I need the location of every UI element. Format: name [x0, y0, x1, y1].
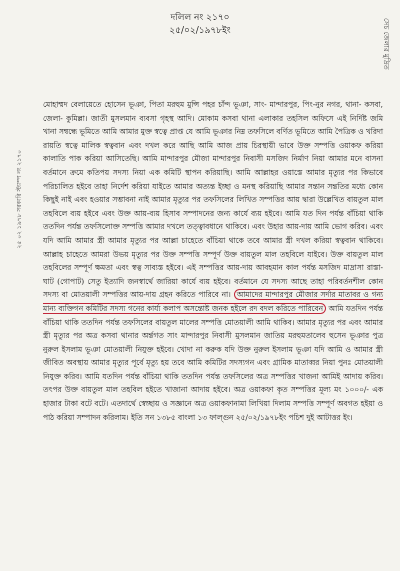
deed-text-end: আমি যতদিন পর্যন্ত বাঁচিয়া থাকি ততদিন পর্যন্ত তফসিলের বায়তুল মালের সম্পত্তি মোতয়ালী আমি থাকিব। আমার মৃত্যুর পর এবং আমার স্ত্রী মৃত্যুর পর অত্র কসবা থানার অর্ন্তগত সাং মান্দারপুর নিবাসী মুসলমান জাতিয় মরহুমতালেব হুসেন ভূঞার পুত্র নুরুল ইসলাম ভূঞা মোতয়ালী নিযুক্ত হইবে। খোদা না করুক যদি উক্ত নুরুল ইসলাম ভূঞা যদি আমি ও আমার স্ত্রী জীবিত অবস্থায় আমার মৃত্যুর পূর্বে মৃত্যু হয় তবে আমি কমিটির সদস্যগন এবং গ্রামিক মাতাব্বর নিয়া পুনঃ মোতয়ালী নিযুক্ত করিব। আমি যতদিন পর্যন্ত বাঁচিয়া থাকি ততদিন পর্যন্ত তফসিলের অত্র সম্পত্তির খাজনা আমিই আদায় করিব। তৎপর উক্ত বায়তুল মাল তহবিল হইতে খাজানা আদায় হইবে। অত্র ওয়াকফা কৃত সম্পত্তির মূল্য মং ১০০০/- এক হাজার টাকা বটে বটে। এতদার্থে স্বেচ্ছায় ও সজ্ঞানে অত্র ওয়াকফানামা লিখিয়া দিলাম সম্পত্তি সম্পূর্ণ অবগত হইয়া ও পাঠ করিয়া সম্পাদন করিলাম। ইতি সন ১৩৮৫ বাংলা ১৩ ফাল্গুন ২৫/০২/১৯৭৮ইং পচিশ দুই আটাত্তর ইং।	[43, 303, 383, 422]
right-vertical-mark: সেচ জেলার মুদ্রিত	[382, 18, 390, 70]
deed-paragraph	[43, 98, 383, 424]
deed-number: দলিল নং ২১৭০	[170, 13, 230, 23]
deed-text: মোহাম্মদ বেলায়েতে হোসেন ভূঞা, পিতা মরহুম মুন্সি পহর চাঁন্দ ভূঞা, সাং- মান্দারপুর, পিং-নুর নগর, থানা- কসবা, জেলা- কুমিল্লা। জাতী মুসলমান ব্যবসা গৃহস্থ আদি। মোকাম কসবা থানা এলাকার তহসিল অফিসে এই নির্দিষ্ট জমি খানা সম্বন্ধে ভূমিতে আমি আমার মুক্ত স্বত্বে প্রাপ্ত যে আমি ভূঞার নিম্ন তফসিলে বর্ণিত ভূমিতে আমি পৈত্রিক ও খরিদা রায়তি স্বত্বে মালিক স্বত্ববান এবং দখল করে আছি আমি আজ প্রায় চিরস্থায়ী ভাবে উক্ত সম্পত্তি ওয়াকফ করিয়া কালাতি পাক করিয়া আসিতেছি। আমি মান্দারপুর মৌজা মান্দারপুর নিবাসী মসজিদ নির্মাণ নিয়া আমার মনে বাসনা বর্তমানে ক্রমে কতিপয় সদস্য নিয়া এক কমিটি স্থাপন করিয়াছি। আমি আল্লাহর ওয়াস্তে আমার মৃত্যুর পর কিভাবে পরিচালিত হইবে তাহা নির্দেশ করিয়া যাইতে আমার অত্যন্ত ইচ্ছা ও মনস্থ করিয়াছি আমার সন্তান সন্ততির মধ্যে কোন কিছুই নাই এবং হওয়ার সম্ভাবনা নাই আমার মৃত্যুর পর তফসিলের লিখিত সম্পত্তির আয় দ্বারা উল্লেখিত বায়তুল মাল তহবিলে ব্যয় হইবে এবং উক্ত আয়-ব্যয় হিসাব সম্পাদনের জন্য কার্যে ব্যয় হইবে। আমি যত দিন পর্যন্ত বাঁচিয়া থাকি ততদিন পর্যন্ত তফসিলোক্ত সম্পত্তি আমার দখলে তত্ত্বাবধানে থাকিবে। এবং উহার আয়-দায় আমি ভোগ করিব। এবং যদি আমি আমার স্ত্রী আমার মৃত্যুর পর আল্লা চাহেতে বাঁচিয়া থাকে তবে আমার স্ত্রী দখল করিয়া স্বত্ববান থাকিবে। আল্লাহ চাহেতে আমরা উভয় মৃত্যুর পর উক্ত সম্পত্তি সম্পূর্ণ উক্ত বায়তুল মাল তহবিলে যাইবে। উক্ত বায়তুল মাল তহবিলের সম্পূর্ণ ক্ষমতা এবং স্বত্ব সাব্যস্ত হইবে। এই সম্পত্তির আয়-দায় আবহমান কাল পর্যন্ত মসজিদ মাদ্রাসা রাস্তা-ঘাট (গোপাট) সেতু ইত্যাদি জনস্বার্থে জারিয়া কার্যে ব্যয় হইবে। বর্তমানে যে সদস্য আছে তাহা পরিবর্তনশীল কোন সদস্য বা মোতয়ালী সম্পত্তির আয়-দায় গ্রহন করিতে পারিবে না।	[43, 100, 383, 300]
document-header	[0, 12, 400, 38]
left-vertical-mark: ২৫ ০২ ১৯৭৮ সরকারি স্ট্যাম্প নং ২১৭০	[16, 150, 23, 249]
highlighted-clause: আমাদের মান্দারপুর মৌজার সর্দার মাতাবর ও গন্য মান্য ব্যক্তিগন কমিটির সদস্য গনের কার্য্য কলাপ অসন্তোষ্ট জনক হইলে রদ বদল করিতে পারিবেন	[43, 290, 383, 313]
deed-date: ২৫/০২/১৯৭৮ইং	[169, 26, 231, 36]
deed-body	[43, 98, 383, 424]
